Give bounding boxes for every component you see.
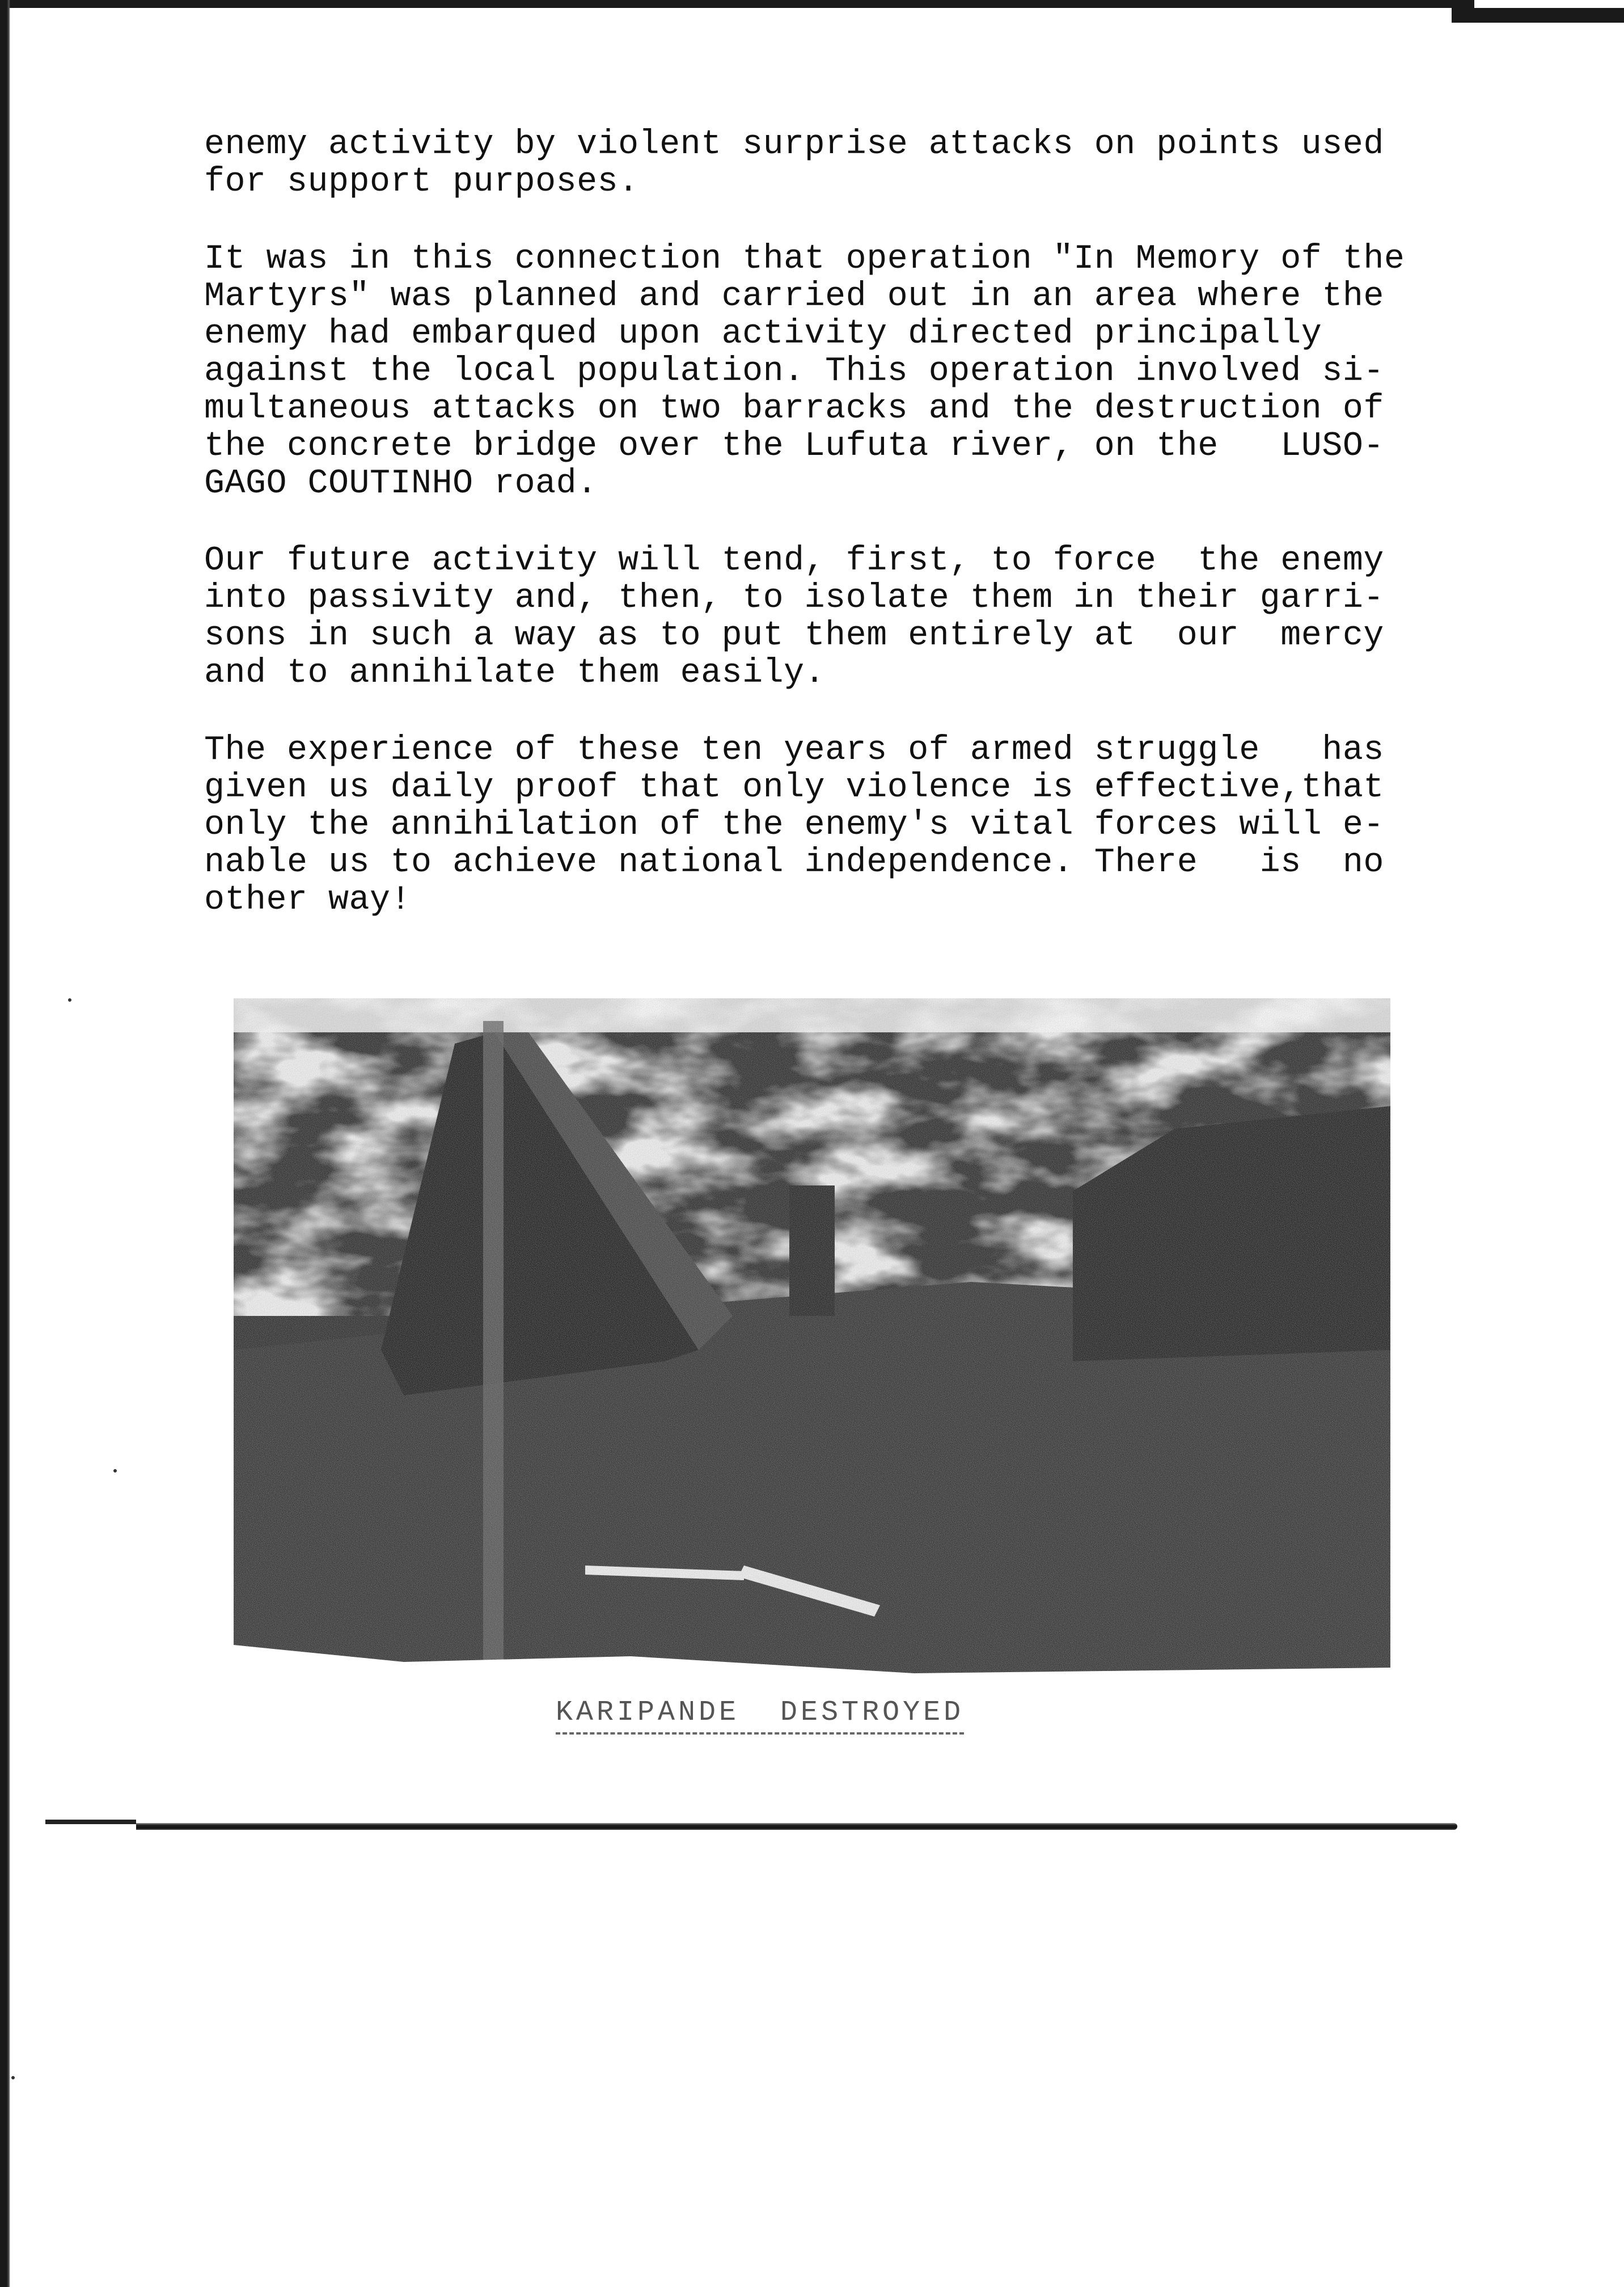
scan-speck xyxy=(68,998,71,1002)
text-line: sons in such a way as to put them entirely at our mercy xyxy=(204,617,1384,655)
text-line: only the annihilation of the enemy's vital forces will e- xyxy=(204,806,1384,845)
page-edge-top xyxy=(0,0,1474,8)
paragraph-4 xyxy=(204,731,1384,919)
photo-caption: KARIPANDE DESTROYED xyxy=(556,1696,964,1735)
text-line: other way! xyxy=(204,881,412,919)
text-line: given us daily proof that only violence is effective,that xyxy=(204,769,1384,807)
text-line: Our future activity will tend, first, to force the enemy xyxy=(204,542,1384,580)
text-line: nable us to achieve national independence. There is no xyxy=(204,843,1384,882)
text-line: into passivity and, then, to isolate them in their garri- xyxy=(204,579,1384,618)
text-line: enemy had embarqued upon activity directed principally xyxy=(204,315,1322,353)
paragraph-3 xyxy=(204,542,1384,693)
text-line: the concrete bridge over the Lufuta river, on the LUSO- xyxy=(204,427,1384,466)
page-edge-top-right xyxy=(1452,8,1624,23)
text-line: and to annihilate them easily. xyxy=(204,654,826,693)
text-line: It was in this connection that operation "In Memory of the xyxy=(204,240,1405,279)
photo-destroyed-building xyxy=(234,998,1390,1679)
paragraph-2 xyxy=(204,240,1405,503)
text-line: GAGO COUTINHO road. xyxy=(204,465,598,503)
divider-bottom xyxy=(136,1823,1457,1830)
divider-left xyxy=(45,1820,136,1824)
page-edge-left xyxy=(0,0,10,2287)
paragraph-1 xyxy=(204,125,1384,201)
document-body xyxy=(204,125,1405,959)
text-line: Martyrs" was planned and carried out in an area where the xyxy=(204,277,1384,316)
text-line: for support purposes. xyxy=(204,163,639,201)
scan-speck xyxy=(113,1469,117,1472)
text-line: against the local population. This operation involved si- xyxy=(204,352,1384,391)
photo-illustration xyxy=(234,998,1390,1679)
text-line: The experience of these ten years of armed struggle has xyxy=(204,731,1384,770)
text-line: enemy activity by violent surprise attacks on points used xyxy=(204,125,1384,164)
text-line: multaneous attacks on two barracks and the destruction of xyxy=(204,390,1384,428)
scan-speck xyxy=(11,2076,15,2079)
